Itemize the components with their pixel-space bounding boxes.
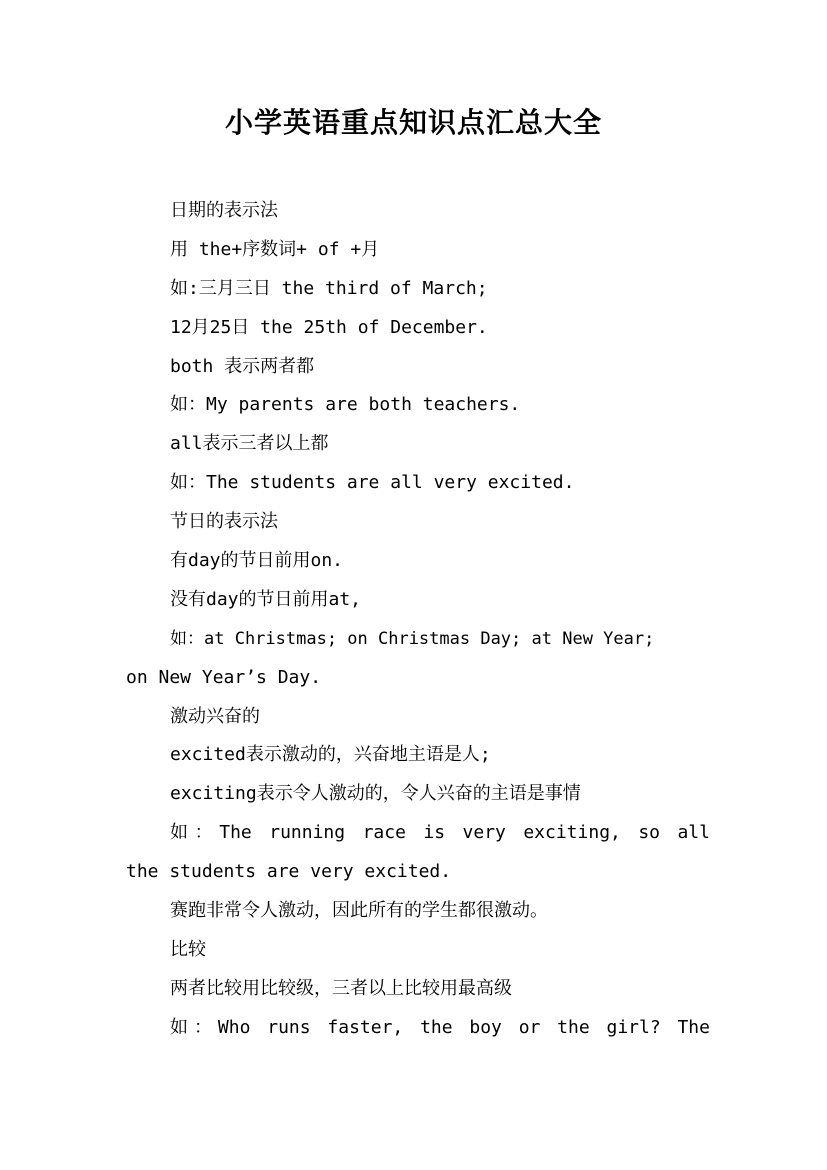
text-line: 没有day的节日前用at, <box>170 588 362 610</box>
text-line: 赛跑非常令人激动，因此所有的学生都很激动。 <box>170 900 548 922</box>
text-line: 如：The students are all very excited. <box>170 472 575 494</box>
text-line: 如:三月三日 the third of March; <box>170 277 488 299</box>
text-line-continuation: the students are very excited. <box>126 861 452 883</box>
text-line: 比较 <box>170 938 206 960</box>
text-line: 两者比较用比较级，三者以上比较用最高级 <box>170 977 512 999</box>
text-line: 如：The running race is very exciting, so all <box>170 822 710 844</box>
document-title: 小学英语重点知识点汇总大全 <box>224 106 602 139</box>
text-line: both 表示两者都 <box>170 355 315 377</box>
text-line-continuation: on New Year’s Day. <box>126 666 322 688</box>
text-line: exciting表示令人激动的，令人兴奋的主语是事情 <box>170 783 581 805</box>
text-line: 节日的表示法 <box>170 511 278 533</box>
text-line: 日期的表示法 <box>170 200 278 221</box>
text-line: all表示三者以上都 <box>170 433 329 455</box>
text-line: 如：at Christmas; on Christmas Day; at New Year; <box>170 628 655 649</box>
text-line: 用 the+序数词+ of +月 <box>170 238 380 260</box>
text-line: 如：My parents are both teachers. <box>170 394 521 416</box>
text-line: 激动兴奋的 <box>170 705 260 727</box>
document-body <box>126 192 710 1048</box>
text-line: excited表示激动的，兴奋地主语是人; <box>170 744 491 766</box>
text-line: 如：Who runs faster, the boy or the girl? The <box>170 1016 710 1038</box>
text-line: 有day的节日前用on. <box>170 550 344 572</box>
text-line: 12月25日 the 25th of December. <box>170 316 488 338</box>
